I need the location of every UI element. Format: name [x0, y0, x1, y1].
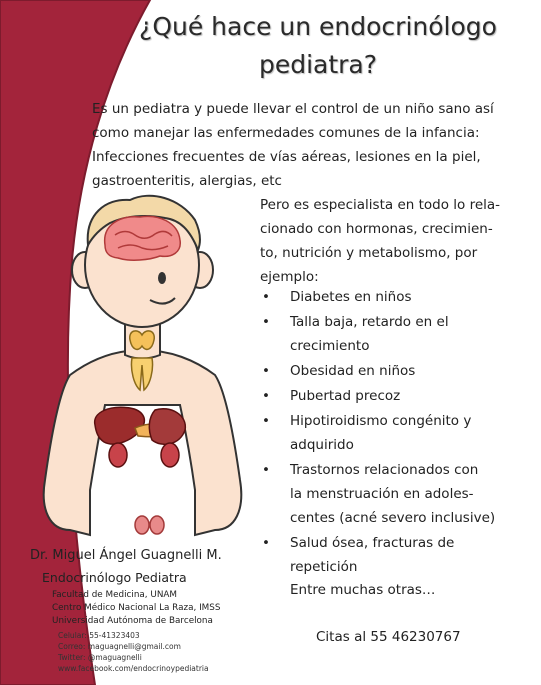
list-item: • Diabetes en niños: [262, 285, 517, 309]
affiliation-line: Centro Médico Nacional La Raza, IMSS: [52, 603, 221, 613]
list-item: • Salud ósea, fracturas de repetición: [262, 531, 517, 579]
illness-line: Infecciones frecuentes de vías aéreas, lesiones en la piel,: [92, 149, 481, 165]
specialist-line: ejemplo:: [260, 269, 319, 285]
title-line: ¿Qué hace un endocrinólogo: [139, 12, 497, 41]
bullet-icon: •: [262, 363, 270, 379]
common-illnesses: [92, 145, 522, 193]
affiliation-line: Universidad Autónoma de Barcelona: [52, 616, 213, 626]
list-item: • Obesidad en niños: [262, 359, 517, 383]
list-item: • Talla baja, retardo en el crecimiento: [262, 310, 517, 358]
specialist-paragraph: [260, 193, 510, 289]
bullet-icon: •: [262, 314, 270, 330]
contact-twitter: Twitter: @maguagnelli: [58, 653, 142, 662]
intro-line: como manejar las enfermedades comunes de la infancia:: [92, 125, 480, 141]
doctor-contact: [58, 630, 209, 674]
list-item: • Trastornos relacionados con la menstruación en adoles- centes (acné severo inclusive): [262, 458, 517, 530]
specialist-line: to, nutrición y metabolismo, por: [260, 245, 478, 261]
closing-text: Entre muchas otras…: [290, 582, 436, 598]
bullet-icon: •: [262, 413, 270, 429]
list-item: • Hipotiroidismo congénito y adquirido: [262, 409, 517, 457]
contact-phone: Celular: 55-41323403: [58, 631, 140, 640]
contact-facebook: www.facebook.com/endocrinoypediatria: [58, 664, 209, 673]
specialist-line: Pero es especialista en todo lo rela-: [260, 197, 501, 213]
conditions-list: [262, 285, 517, 580]
affiliation-line: Facultad de Medicina, UNAM: [52, 590, 178, 600]
bullet-icon: •: [262, 289, 270, 305]
doctor-name: Dr. Miguel Ángel Guagnelli M.: [30, 548, 222, 563]
child-anatomy-illustration: [30, 190, 255, 540]
title-line: pediatra?: [258, 50, 378, 79]
bullet-icon: •: [262, 388, 270, 404]
intro-paragraph: [92, 97, 522, 145]
specialist-line: cionado con hormonas, crecimien-: [260, 221, 493, 237]
bullet-icon: •: [262, 535, 270, 551]
contact-email: Correo: maguagnelli@gmail.com: [58, 642, 181, 651]
appointment-phone: Citas al 55 46230767: [316, 629, 461, 645]
list-item: • Pubertad precoz: [262, 384, 517, 408]
intro-line: Es un pediatra y puede llevar el control de un niño sano así: [92, 101, 494, 117]
illness-line: gastroenteritis, alergias, etc: [92, 173, 282, 189]
doctor-role: Endocrinólogo Pediatra: [42, 570, 187, 585]
doctor-affiliations: [52, 589, 220, 628]
bullet-icon: •: [262, 462, 270, 478]
page-title: [118, 8, 518, 84]
